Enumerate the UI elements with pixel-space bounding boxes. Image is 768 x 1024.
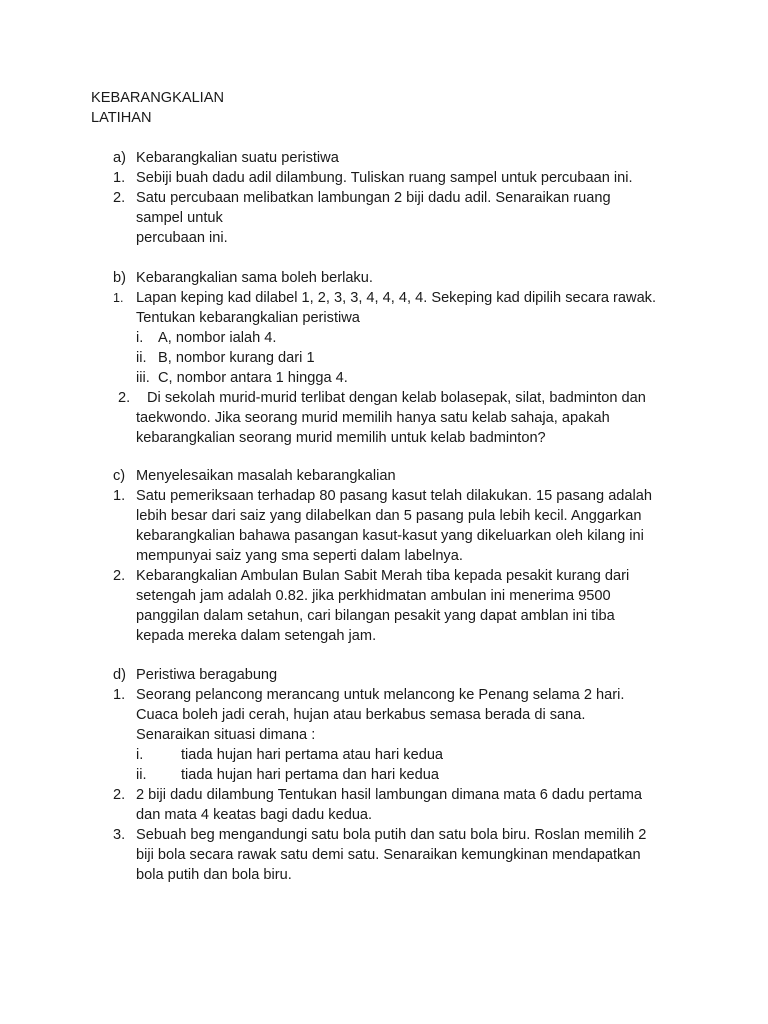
section-c-label: c) [113,468,126,484]
sub-item-number: ii. [136,767,147,783]
section-a-heading: Kebarangkalian suatu peristiwa [136,150,339,166]
question-number: 2. [113,787,126,803]
question-text: sampel untuk [136,210,223,226]
section-d [0,665,768,885]
question-text: kebarangkalian bahawa pasangan kasut-kasut yang dikeluarkan oleh kilang ini [136,528,644,544]
sub-item-text: tiada hujan hari pertama atau hari kedua [181,747,444,763]
sub-item-text: A, nombor ialah 4. [158,330,277,346]
question-text: setengah jam adalah 0.82. jika perkhidmatan ambulan ini menerima 9500 [136,588,611,604]
section-c-heading: Menyelesaikan masalah kebarangkalian [136,468,396,484]
question-text: dan mata 4 keatas bagi dadu kedua. [136,807,373,823]
question-text: kepada mereka dalam setengah jam. [136,628,377,644]
section-b-heading: Kebarangkalian sama boleh berlaku. [136,270,373,286]
question-text: Di sekolah murid-murid terlibat dengan kelab bolasepak, silat, badminton dan [147,390,646,406]
section-b-label: b) [113,270,126,286]
question-text: Kebarangkalian Ambulan Bulan Sabit Merah tiba kepada pesakit kurang dari [136,568,630,584]
sub-item-number: iii. [136,370,150,386]
question-text: Satu percubaan melibatkan lambungan 2 biji dadu adil. Senaraikan ruang [136,190,611,206]
document-subtitle: LATIHAN [91,110,152,126]
question-text: Sebuah beg mengandungi satu bola putih dan satu bola biru. Roslan memilih 2 [136,827,647,843]
question-number: 1. [113,170,126,186]
sub-item-text: tiada hujan hari pertama dan hari kedua [181,767,439,783]
question-text: taekwondo. Jika seorang murid memilih hanya satu kelab sahaja, apakah [136,410,610,426]
question-text: Seorang pelancong merancang untuk melancong ke Penang selama 2 hari. [136,687,625,703]
section-d-heading: Peristiwa beragabung [136,667,278,683]
document-title: KEBARANGKALIAN [91,90,225,106]
section-a [0,148,768,248]
question-text: Satu pemeriksaan terhadap 80 pasang kasut telah dilakukan. 15 pasang adalah [136,488,653,504]
question-text: Sebiji buah dadu adil dilambung. Tuliskan ruang sampel untuk percubaan ini. [136,170,633,186]
question-number: 2. [118,390,131,406]
question-text: biji bola secara rawak satu demi satu. Senaraikan kemungkinan mendapatkan [136,847,641,863]
section-c [0,466,768,646]
section-a-label: a) [113,150,126,166]
section-d-label: d) [113,667,126,683]
sub-item-text: C, nombor antara 1 hingga 4. [158,370,348,386]
sub-item-number: ii. [136,350,147,366]
sub-item-number: i. [136,330,144,346]
question-number: 1. [113,488,126,504]
document-header [91,88,224,128]
question-text: Lapan keping kad dilabel 1, 2, 3, 3, 4, 4, 4, 4. Sekeping kad dipilih secara rawak. [136,290,657,306]
question-text: 2 biji dadu dilambung Tentukan hasil lambungan dimana mata 6 dadu pertama [136,787,642,803]
question-text: panggilan dalam setahun, cari bilangan pesakit yang dapat amblan ini tiba [136,608,615,624]
question-number: 1. [113,291,124,305]
question-text: mempunyai saiz yang sma seperti dalam labelnya. [136,548,463,564]
question-text: percubaan ini. [136,230,228,246]
sub-item-text: B, nombor kurang dari 1 [158,350,315,366]
question-number: 2. [113,190,126,206]
question-number: 1. [113,687,126,703]
question-text: Cuaca boleh jadi cerah, hujan atau berkabus semasa berada di sana. [136,707,586,723]
question-number: 2. [113,568,126,584]
question-number: 3. [113,827,126,843]
question-text: Senaraikan situasi dimana : [136,727,316,743]
question-text: Tentukan kebarangkalian peristiwa [136,310,360,326]
section-b [0,268,768,448]
question-text: lebih besar dari saiz yang dilabelkan dan 5 pasang pula lebih kecil. Anggarkan [136,508,642,524]
sub-item-number: i. [136,747,144,763]
question-text: kebarangkalian seorang murid memilih untuk kelab badminton? [136,430,546,446]
question-text: bola putih dan bola biru. [136,867,292,883]
